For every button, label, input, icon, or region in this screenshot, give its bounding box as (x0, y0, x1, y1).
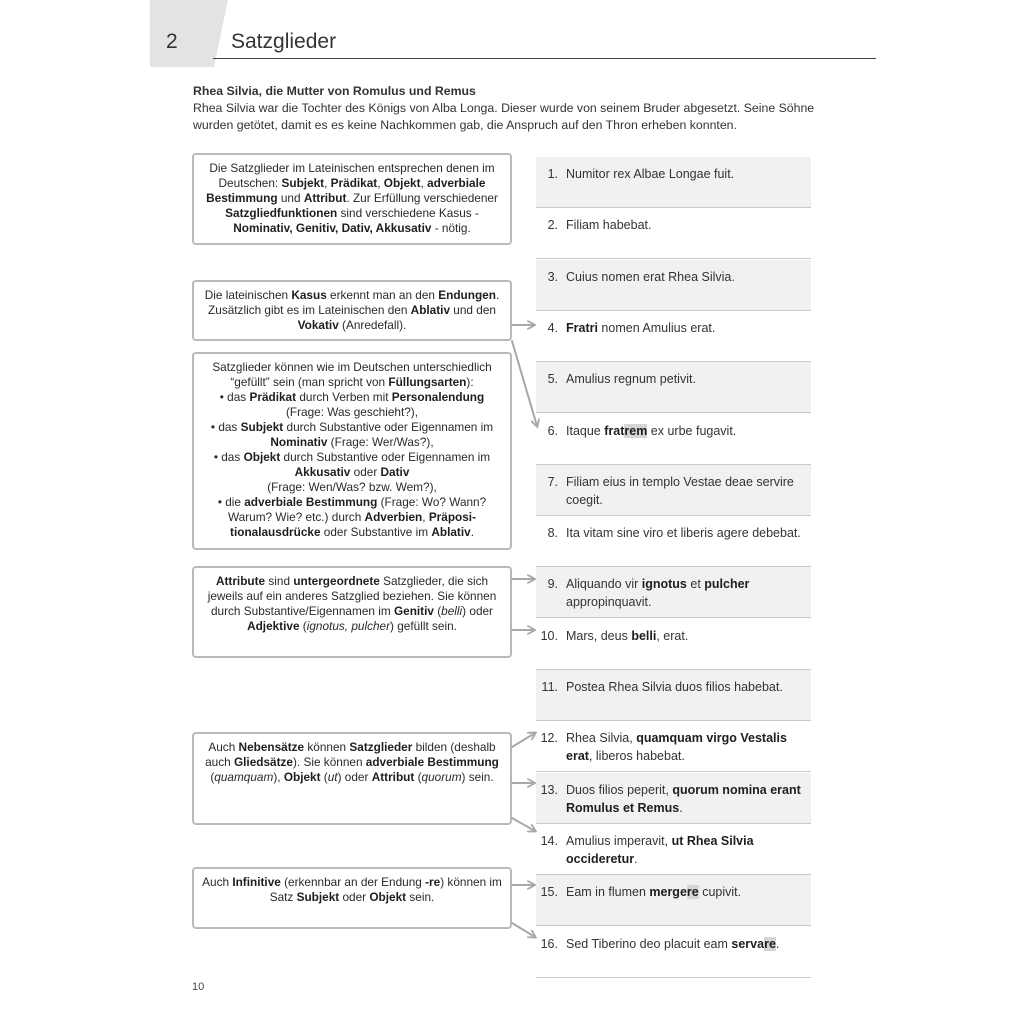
info-box-nebensaetze: Auch Nebensätze können Satzglieder bilden (deshalb auch Gliedsätze). Sie können adverbiale Bestimmung (quamquam), Objekt (ut) oder Attribut (quorum) sein. (192, 732, 512, 825)
sentence-number: 2. (547, 218, 558, 232)
sentence-number: 10. (540, 629, 558, 643)
sentence-text: Sed Tiberino deo placuit eam servare. (566, 937, 780, 951)
sentence-number: 1. (547, 167, 558, 181)
sentence-number: 9. (547, 577, 558, 591)
sentence-number: 7. (547, 475, 558, 489)
sentence-text: Ita vitam sine viro et liberis agere debebat. (566, 526, 801, 540)
sentence-number: 8. (547, 526, 558, 540)
sentence-text: Mars, deus belli, erat. (566, 629, 689, 643)
sentence-text: Cuius nomen erat Rhea Silvia. (566, 270, 735, 284)
sentence-number: 3. (547, 270, 558, 284)
sentence-text: Fratri nomen Amulius erat. (566, 321, 716, 335)
info-box-kasus: Die lateinischen Kasus erkennt man an den Endungen. Zusätzlich gibt es im Lateinischen den Ablativ und den Vokativ (Anredefall). (192, 280, 512, 341)
sentence-text: Itaque fratrem ex urbe fugavit. (566, 424, 737, 438)
sentence-number: 16. (540, 937, 558, 951)
info-box-satzglieder: Die Satzglieder im Lateinischen entsprechen denen im Deutschen: Subjekt, Prädikat, Objekt, adverbiale Bestimmung und Attribut. Zur Erfüllung verschiedener Satzgliedfunktionen sind verschiedene Kasus - Nominativ, Genitiv, Dativ, Akkusativ - nötig. (192, 153, 512, 245)
sentence-number: 12. (540, 731, 558, 745)
arrow-kasus-to-6 (512, 341, 537, 426)
sentence-text: Filiam habebat. (566, 218, 652, 232)
info-box-fuellungsarten: Satzglieder können wie im Deutschen unterschiedlich “gefüllt” sein (man spricht von Füllungsarten): • das Prädikat durch Verben mit Personalendung (Frage: Was geschieht?), • das Subjekt durch Substantive oder Eigennamen im Nominativ (Frage: Wer/Was?), • das Objekt durch Substantive oder Eigennamen im Akkusativ oder Dativ (Frage: Wen/Was? bzw. Wem?), • die adverbiale Bestimmung (Frage: Wo? Wann? Warum? Wie? etc.) durch Adverbien, Präpositionalausdrücke oder Substantive im Ablativ. (192, 352, 512, 550)
sentence-text: Duos filios peperit, quorum nomina erant Romulus et Remus. (566, 783, 801, 815)
sentence-number: 14. (540, 834, 558, 848)
sentence-text: Aliquando vir ignotus et pulcher appropinquavit. (566, 577, 750, 609)
intro-title: Rhea Silvia, die Mutter von Romulus und Remus (193, 84, 476, 98)
sentence-text: Eam in flumen mergere cupivit. (566, 885, 742, 899)
arrow-nebensaetze-to-14 (512, 818, 535, 831)
sentence-text: Numitor rex Albae Longae fuit. (566, 167, 735, 181)
sentence-number: 13. (540, 783, 558, 797)
arrow-nebensaetze-to-12 (512, 733, 535, 747)
page-number: 10 (192, 981, 205, 993)
chapter-title: Satzglieder (231, 30, 337, 53)
intro-text: Rhea Silvia war die Tochter des Königs von Alba Longa. Dieser wurde von seinem Bruder abgesetzt. Seine Söhne wurden getötet, damit es es keine Nachkommen gab, die Anspruch auf den Thron erheben konnten. (193, 101, 815, 132)
sentence-text: Rhea Silvia, quamquam virgo Vestalis erat, liberos habebat. (566, 731, 787, 763)
sentence-text: Filiam eius in templo Vestae deae servire coegit. (566, 475, 794, 507)
sentence-number: 5. (547, 372, 558, 386)
sentence-text: Amulius imperavit, ut Rhea Silvia occideretur. (566, 834, 754, 866)
chapter-number: 2 (166, 30, 178, 53)
sentence-number: 4. (547, 321, 558, 335)
sentence-number: 6. (547, 424, 558, 438)
sentence-number: 11. (541, 680, 558, 694)
info-box-attribute: Attribute sind untergeordnete Satzglieder, die sich jeweils auf ein anderes Satzglied beziehen. Sie können durch Substantive/Eigennamen im Genitiv (belli) oder Adjektive (ignotus, pulcher) gefüllt sein. (192, 566, 512, 658)
sentence-number: 15. (540, 885, 558, 899)
sentence-text: Amulius regnum petivit. (566, 372, 696, 386)
info-box-infinitive: Auch Infinitive (erkennbar an der Endung -re) können im Satz Subjekt oder Objekt sein. (192, 867, 512, 929)
sentence-text: Postea Rhea Silvia duos filios habebat. (566, 680, 783, 694)
arrow-infinitive-to-16 (512, 923, 535, 937)
